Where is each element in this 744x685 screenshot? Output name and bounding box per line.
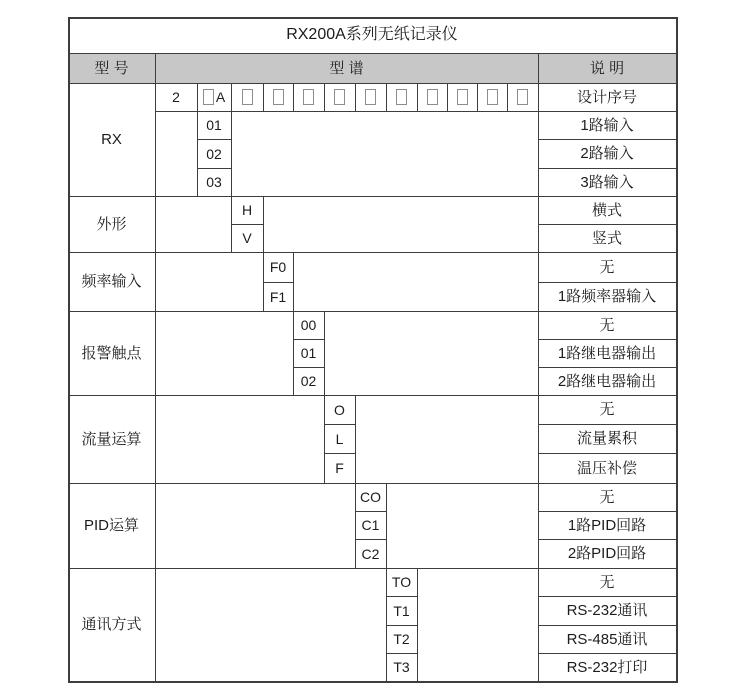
option-code-cell: T3 — [393, 659, 410, 675]
grid-line-v — [263, 196, 264, 311]
desc-cell: 设计序号 — [576, 88, 637, 106]
desc-cell: 流量累积 — [576, 430, 637, 447]
option-code-cell: L — [335, 430, 344, 447]
grid-line-h — [68, 83, 676, 84]
grid-line-v — [155, 53, 156, 681]
grid-line-h — [538, 168, 676, 169]
grid-line-h — [231, 224, 263, 225]
grid-line-v — [386, 483, 387, 681]
grid-line-h — [68, 311, 676, 312]
grid-line-h — [324, 424, 355, 425]
desc-cell: 2路输入 — [580, 145, 634, 162]
grid-line-v — [293, 83, 294, 111]
grid-line-h — [538, 139, 676, 140]
section-label-alarm-contact: 报警触点 — [81, 344, 142, 362]
grid-line-h — [155, 111, 676, 112]
desc-cell: RS-232打印 — [566, 658, 648, 676]
desc-cell: 无 — [599, 573, 615, 591]
desc-cell: 无 — [599, 401, 615, 418]
grid-line-h — [538, 224, 676, 225]
desc-cell: 3路输入 — [580, 173, 634, 191]
desc-cell: 2路PID回路 — [567, 545, 647, 562]
grid-line-v — [507, 83, 508, 111]
desc-cell: 1路频率器输入 — [557, 288, 657, 305]
grid-line-h — [538, 625, 676, 626]
grid-line-h — [293, 339, 324, 340]
grid-line-h — [538, 367, 676, 368]
grid-line-v — [355, 395, 356, 568]
option-code-cell: C2 — [361, 545, 380, 562]
header-model-label: 型 号 — [94, 59, 129, 77]
desc-cell: 无 — [599, 316, 615, 334]
grid-line-h — [68, 196, 676, 197]
grid-line-h — [538, 653, 676, 654]
option-code-cell: H — [241, 202, 253, 218]
grid-line-v — [324, 83, 325, 111]
section-label-rx: RX — [101, 131, 122, 148]
option-code-cell: F1 — [269, 288, 287, 305]
desc-cell: 温压补偿 — [576, 459, 637, 477]
grid-line-v — [477, 83, 478, 111]
grid-line-h — [68, 252, 676, 253]
grid-line-v — [197, 83, 198, 196]
header-desc-label: 说 明 — [589, 59, 625, 77]
option-code-cell: 00 — [300, 317, 317, 333]
grid-line-h — [386, 653, 417, 654]
desc-cell: 2路继电器输出 — [557, 372, 657, 390]
grid-line-h — [538, 539, 676, 540]
section-label-frequency-input: 频率输入 — [81, 273, 142, 290]
grid-line-v — [538, 53, 539, 681]
grid-line-h — [68, 483, 676, 484]
grid-line-h — [538, 282, 676, 283]
table-title: RX200A系列无纸记录仪 — [286, 26, 458, 43]
option-code-cell: T2 — [393, 631, 410, 647]
option-code-cell: CO — [360, 489, 381, 505]
grid-line-v — [355, 83, 356, 111]
option-code-cell: 01 — [300, 345, 317, 361]
grid-line-h — [197, 168, 231, 169]
option-code-cell: T1 — [393, 602, 410, 619]
desc-cell: 1路输入 — [580, 116, 634, 134]
desc-cell: 1路PID回路 — [567, 516, 647, 534]
grid-line-h — [386, 596, 417, 597]
desc-cell: 无 — [599, 488, 615, 506]
desc-cell: 无 — [599, 258, 615, 276]
grid-line-v — [231, 83, 232, 252]
grid-line-h — [293, 367, 324, 368]
section-label-pid-calc: PID运算 — [83, 517, 139, 534]
model-prefix-cell: 2 — [172, 89, 180, 105]
option-code-cell: 03 — [206, 174, 222, 190]
grid-line-v — [293, 252, 294, 395]
option-code-cell: 02 — [206, 145, 222, 162]
grid-line-h — [538, 424, 676, 425]
option-code-cell: 02 — [300, 373, 317, 389]
desc-cell: RS-232通讯 — [566, 602, 648, 619]
desc-cell: 1路继电器输出 — [557, 344, 657, 362]
grid-line-h — [538, 453, 676, 454]
option-code-cell: F0 — [269, 259, 287, 275]
grid-line-v — [417, 568, 418, 681]
table-outer-border — [68, 17, 678, 683]
header-spectrum-label: 型 谱 — [329, 59, 364, 77]
grid-line-h — [68, 53, 676, 54]
option-code-cell: TO — [391, 574, 412, 590]
option-code-cell: 01 — [206, 117, 222, 133]
section-label-comm-mode: 通讯方式 — [81, 616, 142, 633]
section-label-flow-calc: 流量运算 — [81, 430, 142, 448]
grid-line-v — [324, 311, 325, 483]
desc-cell: 竖式 — [591, 229, 622, 247]
grid-line-h — [355, 539, 386, 540]
grid-line-h — [538, 511, 676, 512]
grid-line-h — [68, 568, 676, 569]
grid-line-h — [355, 511, 386, 512]
desc-cell: 横式 — [591, 201, 622, 219]
option-code-cell: V — [242, 230, 252, 246]
grid-line-v — [386, 83, 387, 111]
grid-line-v — [417, 83, 418, 111]
grid-line-h — [263, 282, 293, 283]
grid-line-v — [447, 83, 448, 111]
option-code-cell: O — [334, 401, 345, 418]
option-code-cell: C1 — [361, 517, 380, 533]
grid-line-h — [538, 596, 676, 597]
grid-line-h — [197, 139, 231, 140]
section-label-shape: 外形 — [96, 215, 127, 233]
desc-cell: RS-485通讯 — [566, 630, 648, 648]
option-code-cell: F — [335, 460, 344, 476]
grid-line-h — [68, 395, 676, 396]
grid-line-h — [324, 453, 355, 454]
model-fixed-code: A — [215, 89, 226, 105]
grid-line-v — [263, 83, 264, 111]
grid-line-h — [538, 339, 676, 340]
grid-line-h — [386, 625, 417, 626]
